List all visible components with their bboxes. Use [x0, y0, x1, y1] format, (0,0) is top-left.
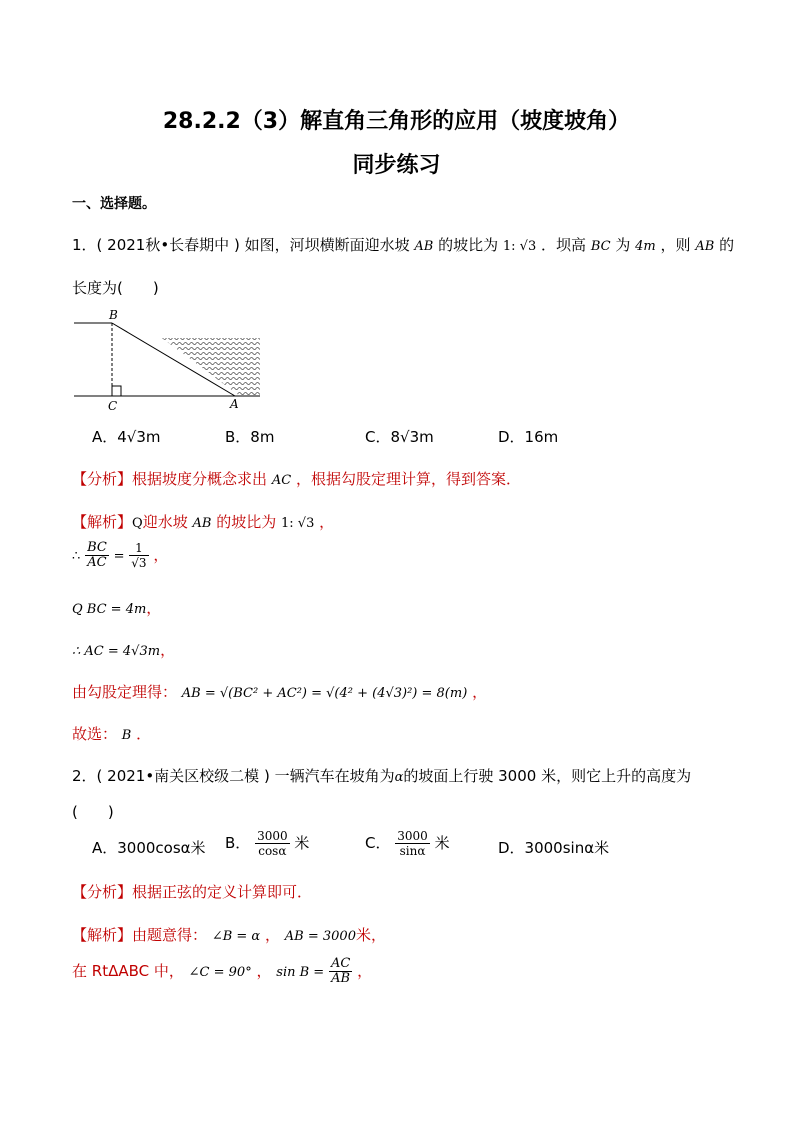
q2-stem-text: 2．( 2021•南关区校级二模 ) 一辆汽车在坡角为 [72, 767, 395, 785]
q2-option-d: D．3000sinα米 [498, 839, 610, 857]
q1-solution-ratio: 1: √3 [281, 516, 315, 531]
label-c: C [108, 399, 118, 413]
q2-stem-text-2: 的坡面上行驶 3000 米，则它上升的高度为 [403, 767, 692, 785]
q1-analysis-text-2: ，根据勾股定理计算，得到答案． [295, 470, 521, 488]
q2-b-den: cosα [258, 844, 287, 858]
q1-stem-text-5: ，则 [660, 236, 691, 254]
q1-ac-value: ∴ AC = 4√3m [72, 644, 161, 659]
q1-var-ab: AB [414, 239, 434, 254]
fraction-1-sqrt3 [129, 541, 148, 570]
frac-num: BC [87, 540, 107, 555]
q1-stem-text-4: 为 [615, 236, 631, 254]
q1-answer-end: ． [136, 725, 152, 743]
right-angle-mark [112, 386, 121, 396]
q1-answer [72, 723, 151, 744]
q2-alpha: α [394, 770, 404, 785]
q2-b-num: 3000 [257, 829, 288, 843]
q1-bc-value: Q BC = 4m [72, 602, 147, 617]
q2-option-b-unit: 米 [294, 834, 310, 852]
therefore-symbol: ∴ [72, 549, 81, 564]
q2-solution-end: ， [357, 962, 373, 980]
frac-rden: √3 [131, 556, 147, 570]
q2-ab-value: AB = 3000 [284, 929, 356, 944]
q1-option-d: D．16m [498, 428, 559, 446]
page-subtitle: 同步练习 [352, 153, 441, 178]
q2-option-b [225, 829, 309, 858]
q1-pyth-label: 由勾股定理得： [72, 683, 178, 701]
fraction-bc-ac [85, 541, 109, 570]
q2-sin-b: sin B = [276, 965, 325, 980]
q2-solution-line1 [72, 924, 386, 945]
q1-height: 4m [635, 239, 656, 254]
q2-option-c-unit: 米 [434, 834, 450, 852]
q1-stem-line1 [72, 234, 734, 255]
q1-because-symbol: Q [132, 516, 143, 531]
q2-sep-2: ， [256, 962, 272, 980]
q2-option-b-fraction [255, 829, 290, 858]
q1-option-c: C．8√3m [365, 428, 434, 446]
q1-solution-text-2: 的坡比为 [216, 513, 277, 531]
q1-solution-label: 【解析】 [72, 513, 133, 531]
q1-analysis-label: 【分析】 [72, 470, 133, 488]
q1-answer-value: B [121, 728, 132, 743]
q2-sep: ， [264, 926, 280, 944]
q2-stem-line1 [72, 765, 691, 786]
q2-sin-fraction [329, 957, 352, 986]
water-region [162, 338, 260, 396]
section-heading: 一、选择题。 [72, 196, 156, 212]
label-b: B [109, 308, 118, 322]
q1-stem-text-3: ．坝高 [541, 236, 587, 254]
q1-stem-line2: 长度为( ) [72, 279, 159, 297]
q1-var-ab-2: AB [695, 239, 715, 254]
q2-solution-label: 【解析】 [72, 926, 133, 944]
q2-triangle-text: 在 RtΔABC 中， [72, 962, 184, 980]
q2-analysis-text: 根据正弦的定义计算即可． [132, 883, 313, 901]
q2-unit: 米， [355, 926, 386, 944]
q1-ratio: 1: √3 [502, 239, 537, 254]
q2-option-a: A．3000cosα米 [92, 839, 206, 857]
q2-sin-den: AB [331, 971, 351, 986]
q2-option-c-label: C． [365, 834, 391, 852]
dam-cross-section-figure [70, 306, 265, 414]
q1-solution-ab: AB [192, 516, 212, 531]
q2-option-c [365, 829, 450, 858]
q1-stem-text: 1．( 2021秋•长春期中 ) 如图，河坝横断面迎水坡 [72, 236, 410, 254]
q2-option-b-label: B． [225, 834, 251, 852]
q1-solution-end: ， [319, 513, 335, 531]
q1-option-b: B．8m [225, 428, 275, 446]
equals-sign: = [113, 549, 125, 564]
q2-analysis [72, 881, 312, 902]
q2-stem-line2: ( ) [72, 803, 114, 821]
q1-analysis-ac: AC [271, 473, 292, 488]
q2-angle-b: ∠B = α [211, 929, 261, 944]
q1-analysis [72, 468, 521, 489]
q1-fraction-step [72, 541, 168, 570]
frac-den: AC [87, 555, 107, 570]
q2-option-c-fraction [395, 829, 430, 858]
q1-stem-text-6: 的 [719, 236, 735, 254]
q2-sin-num: AC [330, 956, 351, 971]
q2-c-den: sinα [399, 844, 426, 858]
q1-step-bc-end: ， [146, 599, 162, 617]
q2-angle-c: ∠C = 90° [188, 965, 252, 980]
q1-step-bc [72, 597, 161, 618]
q1-option-a: A．4√3m [92, 428, 161, 446]
q1-stem-text-2: 的坡比为 [438, 236, 499, 254]
page-title: 28.2.2（3）解直角三角形的应用（坡度坡角） [162, 109, 631, 134]
q2-solution-text: 由题意得： [132, 926, 208, 944]
q2-c-num: 3000 [397, 829, 428, 843]
q2-analysis-label: 【分析】 [72, 883, 133, 901]
q1-pythagoras-step [72, 681, 487, 702]
label-a: A [230, 397, 239, 411]
q1-fraction-end: ， [153, 546, 169, 564]
q2-solution-line2 [72, 957, 372, 986]
q1-answer-label: 故选： [72, 725, 118, 743]
q1-step-ac [72, 639, 175, 660]
q1-pyth-end: ， [472, 683, 488, 701]
q1-pyth-expression: AB = √(BC² + AC²) = √(4² + (4√3)²) = 8(m) [181, 686, 468, 701]
frac-rnum: 1 [129, 541, 148, 556]
q1-step-ac-end: ， [160, 641, 176, 659]
q1-solution-text: 迎水坡 [142, 513, 188, 531]
q1-solution-line1 [72, 511, 334, 532]
q1-analysis-text: 根据坡度分概念求出 [132, 470, 268, 488]
q1-var-bc: BC [590, 239, 611, 254]
